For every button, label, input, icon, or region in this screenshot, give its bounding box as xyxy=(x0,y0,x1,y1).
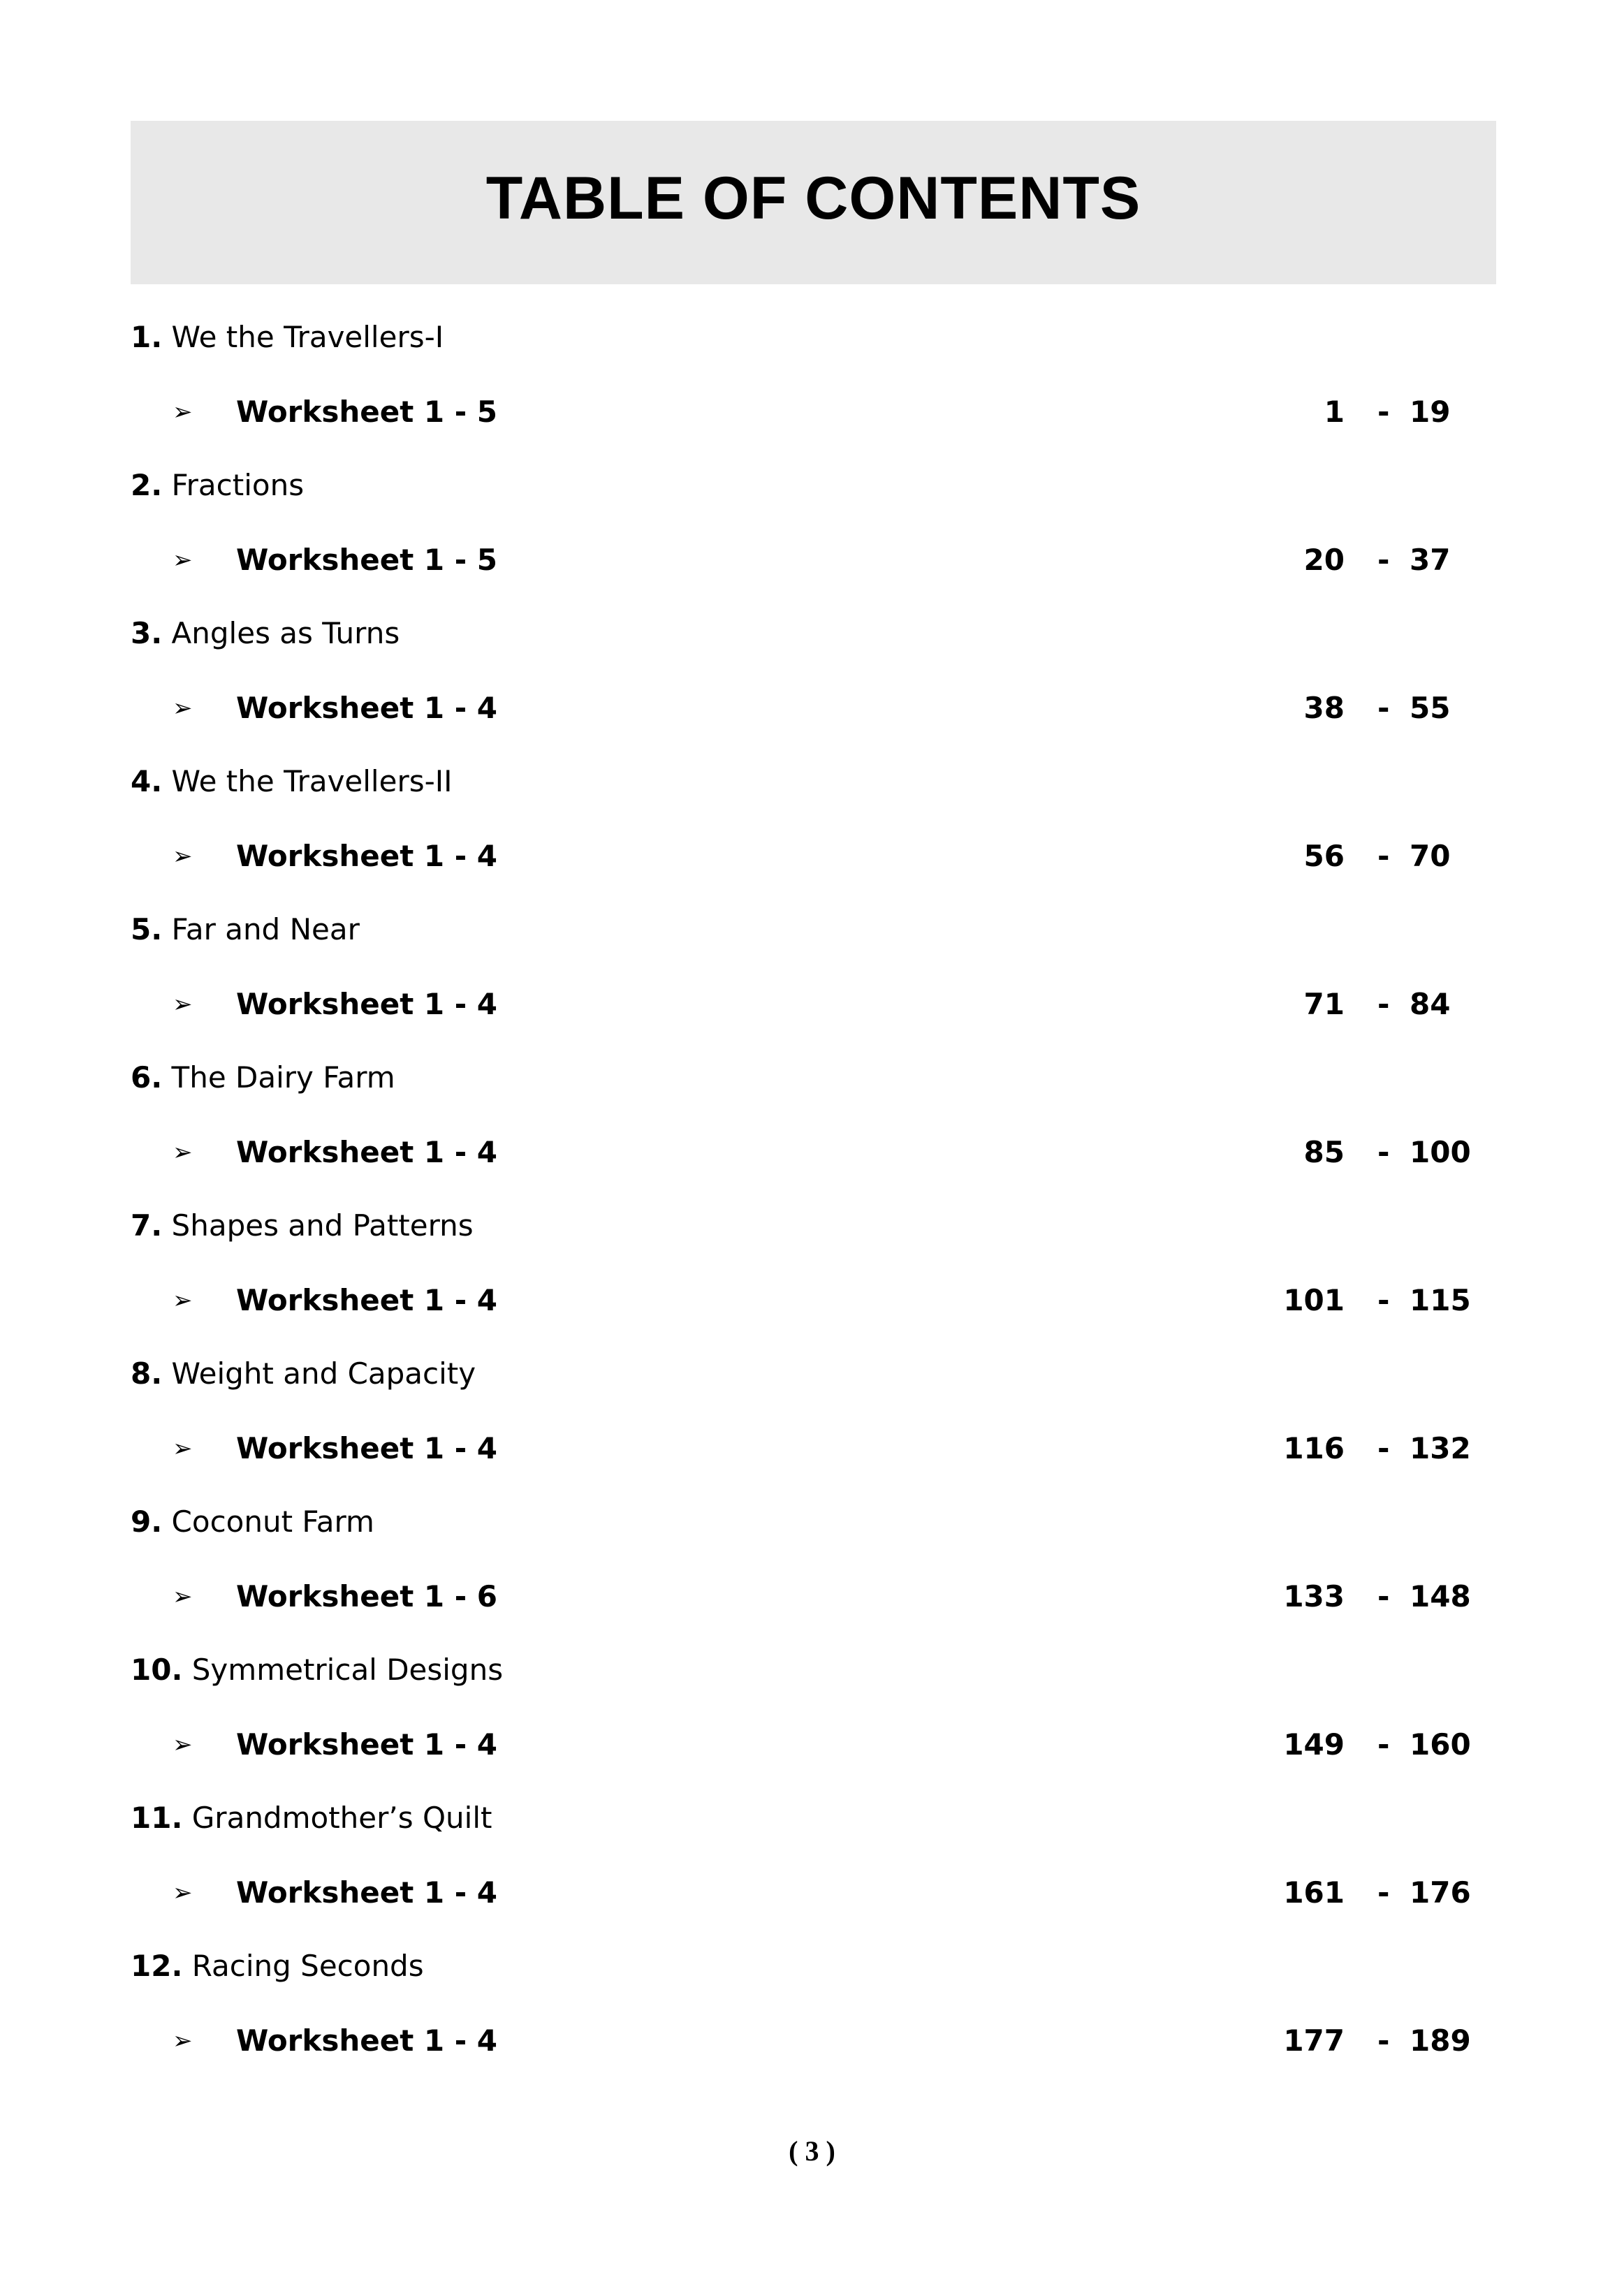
page-title: TABLE OF CONTENTS xyxy=(485,164,1141,232)
page-range-end: 160 xyxy=(1410,1727,1471,1762)
page-range-start: 38 xyxy=(1303,691,1345,725)
chapter-number: 11. xyxy=(131,1801,183,1835)
chapter-number: 7. xyxy=(131,1208,163,1243)
page-range-start: 71 xyxy=(1303,987,1345,1021)
chapter-entry xyxy=(131,1949,424,1983)
worksheet-label: Worksheet 1 - 4 xyxy=(236,691,498,725)
page-range-dash: - xyxy=(1377,2023,1390,2058)
page-range-start: 101 xyxy=(1283,1283,1345,1317)
worksheet-label: Worksheet 1 - 4 xyxy=(236,839,498,873)
page-range-start: 161 xyxy=(1283,1875,1345,1910)
worksheet-label: Worksheet 1 - 5 xyxy=(236,543,498,577)
worksheet-label: Worksheet 1 - 4 xyxy=(236,2023,498,2058)
worksheet-entry xyxy=(0,1283,1624,1328)
page-range-dash: - xyxy=(1377,395,1390,429)
chapter-entry xyxy=(131,912,360,946)
chapter-entry xyxy=(131,1803,492,1833)
page-range-start: 56 xyxy=(1303,839,1345,873)
chapter-entry xyxy=(131,1507,374,1537)
arrow-bullet-icon: ➢ xyxy=(173,398,193,426)
page-range-dash: - xyxy=(1377,1431,1390,1465)
worksheet-label: Worksheet 1 - 4 xyxy=(236,1727,498,1762)
chapter-number: 12. xyxy=(131,1949,183,1983)
page-range-end: 19 xyxy=(1410,395,1451,429)
chapter-number: 2. xyxy=(131,468,163,502)
page-range-start: 177 xyxy=(1283,2023,1345,2058)
page-range-dash: - xyxy=(1377,691,1390,725)
page-range-end: 176 xyxy=(1410,1875,1471,1910)
chapter-title: We the Travellers-II xyxy=(171,764,453,798)
chapter-number: 6. xyxy=(131,1060,163,1095)
page-range-dash: - xyxy=(1377,987,1390,1021)
worksheet-entry xyxy=(0,1875,1624,1920)
arrow-bullet-icon: ➢ xyxy=(173,1435,193,1463)
chapter-entry xyxy=(131,1356,476,1391)
chapter-entry xyxy=(131,468,305,502)
page-range-end: 55 xyxy=(1410,691,1451,725)
page-range-start: 116 xyxy=(1283,1431,1345,1465)
title-banner xyxy=(131,121,1496,284)
arrow-bullet-icon: ➢ xyxy=(173,1879,193,1907)
chapter-entry xyxy=(131,616,400,650)
chapter-title: Coconut Farm xyxy=(171,1505,374,1539)
page-range-dash: - xyxy=(1377,1135,1390,1169)
arrow-bullet-icon: ➢ xyxy=(173,1731,193,1759)
chapter-entry xyxy=(131,1208,474,1243)
worksheet-entry xyxy=(0,397,1624,439)
page-number: ( 3 ) xyxy=(789,2135,835,2167)
chapter-number: 3. xyxy=(131,616,163,650)
worksheet-entry xyxy=(0,1727,1624,1772)
worksheet-label: Worksheet 1 - 5 xyxy=(236,395,498,429)
page-range-end: 189 xyxy=(1410,2023,1471,2058)
chapter-entry xyxy=(131,320,444,354)
worksheet-entry xyxy=(0,543,1624,587)
arrow-bullet-icon: ➢ xyxy=(173,546,193,574)
worksheet-entry xyxy=(0,691,1624,735)
chapter-title: Far and Near xyxy=(171,912,360,946)
chapter-entry xyxy=(131,1060,395,1095)
worksheet-label: Worksheet 1 - 4 xyxy=(236,987,498,1021)
chapter-title: Shapes and Patterns xyxy=(171,1208,474,1243)
worksheet-entry xyxy=(0,1579,1624,1624)
chapter-title: Racing Seconds xyxy=(191,1949,424,1983)
worksheet-label: Worksheet 1 - 4 xyxy=(236,1283,498,1317)
page-range-dash: - xyxy=(1377,1579,1390,1613)
arrow-bullet-icon: ➢ xyxy=(173,694,193,722)
worksheet-label: Worksheet 1 - 4 xyxy=(236,1431,498,1465)
arrow-bullet-icon: ➢ xyxy=(173,2027,193,2055)
worksheet-entry xyxy=(0,839,1624,884)
page-range-start: 20 xyxy=(1303,543,1345,577)
page-range-dash: - xyxy=(1377,1283,1390,1317)
page-range-end: 37 xyxy=(1410,543,1451,577)
page-range-start: 1 xyxy=(1324,395,1345,429)
page-range-dash: - xyxy=(1377,839,1390,873)
worksheet-entry xyxy=(0,2023,1624,2068)
chapter-number: 1. xyxy=(131,320,163,354)
chapter-title: Symmetrical Designs xyxy=(191,1653,504,1687)
chapter-number: 9. xyxy=(131,1505,163,1539)
worksheet-label: Worksheet 1 - 6 xyxy=(236,1579,498,1613)
page-range-start: 149 xyxy=(1283,1727,1345,1762)
chapter-entry xyxy=(131,764,453,798)
page-range-dash: - xyxy=(1377,1727,1390,1762)
arrow-bullet-icon: ➢ xyxy=(173,990,193,1018)
chapter-title: The Dairy Farm xyxy=(171,1060,395,1095)
page-range-end: 115 xyxy=(1410,1283,1471,1317)
chapter-title: Fractions xyxy=(171,468,305,502)
page-range-start: 133 xyxy=(1283,1579,1345,1613)
page-range-end: 132 xyxy=(1410,1431,1471,1465)
arrow-bullet-icon: ➢ xyxy=(173,842,193,870)
page-range-end: 100 xyxy=(1410,1135,1471,1169)
chapter-title: We the Travellers-I xyxy=(171,320,444,354)
page-range-end: 70 xyxy=(1410,839,1451,873)
worksheet-entry xyxy=(0,987,1624,1032)
page-range-dash: - xyxy=(1377,1875,1390,1910)
arrow-bullet-icon: ➢ xyxy=(173,1583,193,1611)
page-range-start: 85 xyxy=(1303,1135,1345,1169)
worksheet-label: Worksheet 1 - 4 xyxy=(236,1875,498,1910)
chapter-number: 10. xyxy=(131,1653,183,1687)
worksheet-entry xyxy=(0,1135,1624,1180)
chapter-number: 8. xyxy=(131,1356,163,1391)
chapter-title: Grandmother’s Quilt xyxy=(191,1801,492,1835)
chapter-number: 5. xyxy=(131,912,163,946)
page-range-end: 84 xyxy=(1410,987,1451,1021)
worksheet-label: Worksheet 1 - 4 xyxy=(236,1135,498,1169)
page-range-dash: - xyxy=(1377,543,1390,577)
page-range-end: 148 xyxy=(1410,1579,1471,1613)
arrow-bullet-icon: ➢ xyxy=(173,1287,193,1315)
arrow-bullet-icon: ➢ xyxy=(173,1139,193,1166)
chapter-title: Weight and Capacity xyxy=(171,1356,476,1391)
chapter-title: Angles as Turns xyxy=(171,616,400,650)
worksheet-entry xyxy=(0,1431,1624,1476)
chapter-entry xyxy=(131,1655,503,1685)
chapter-number: 4. xyxy=(131,764,163,798)
